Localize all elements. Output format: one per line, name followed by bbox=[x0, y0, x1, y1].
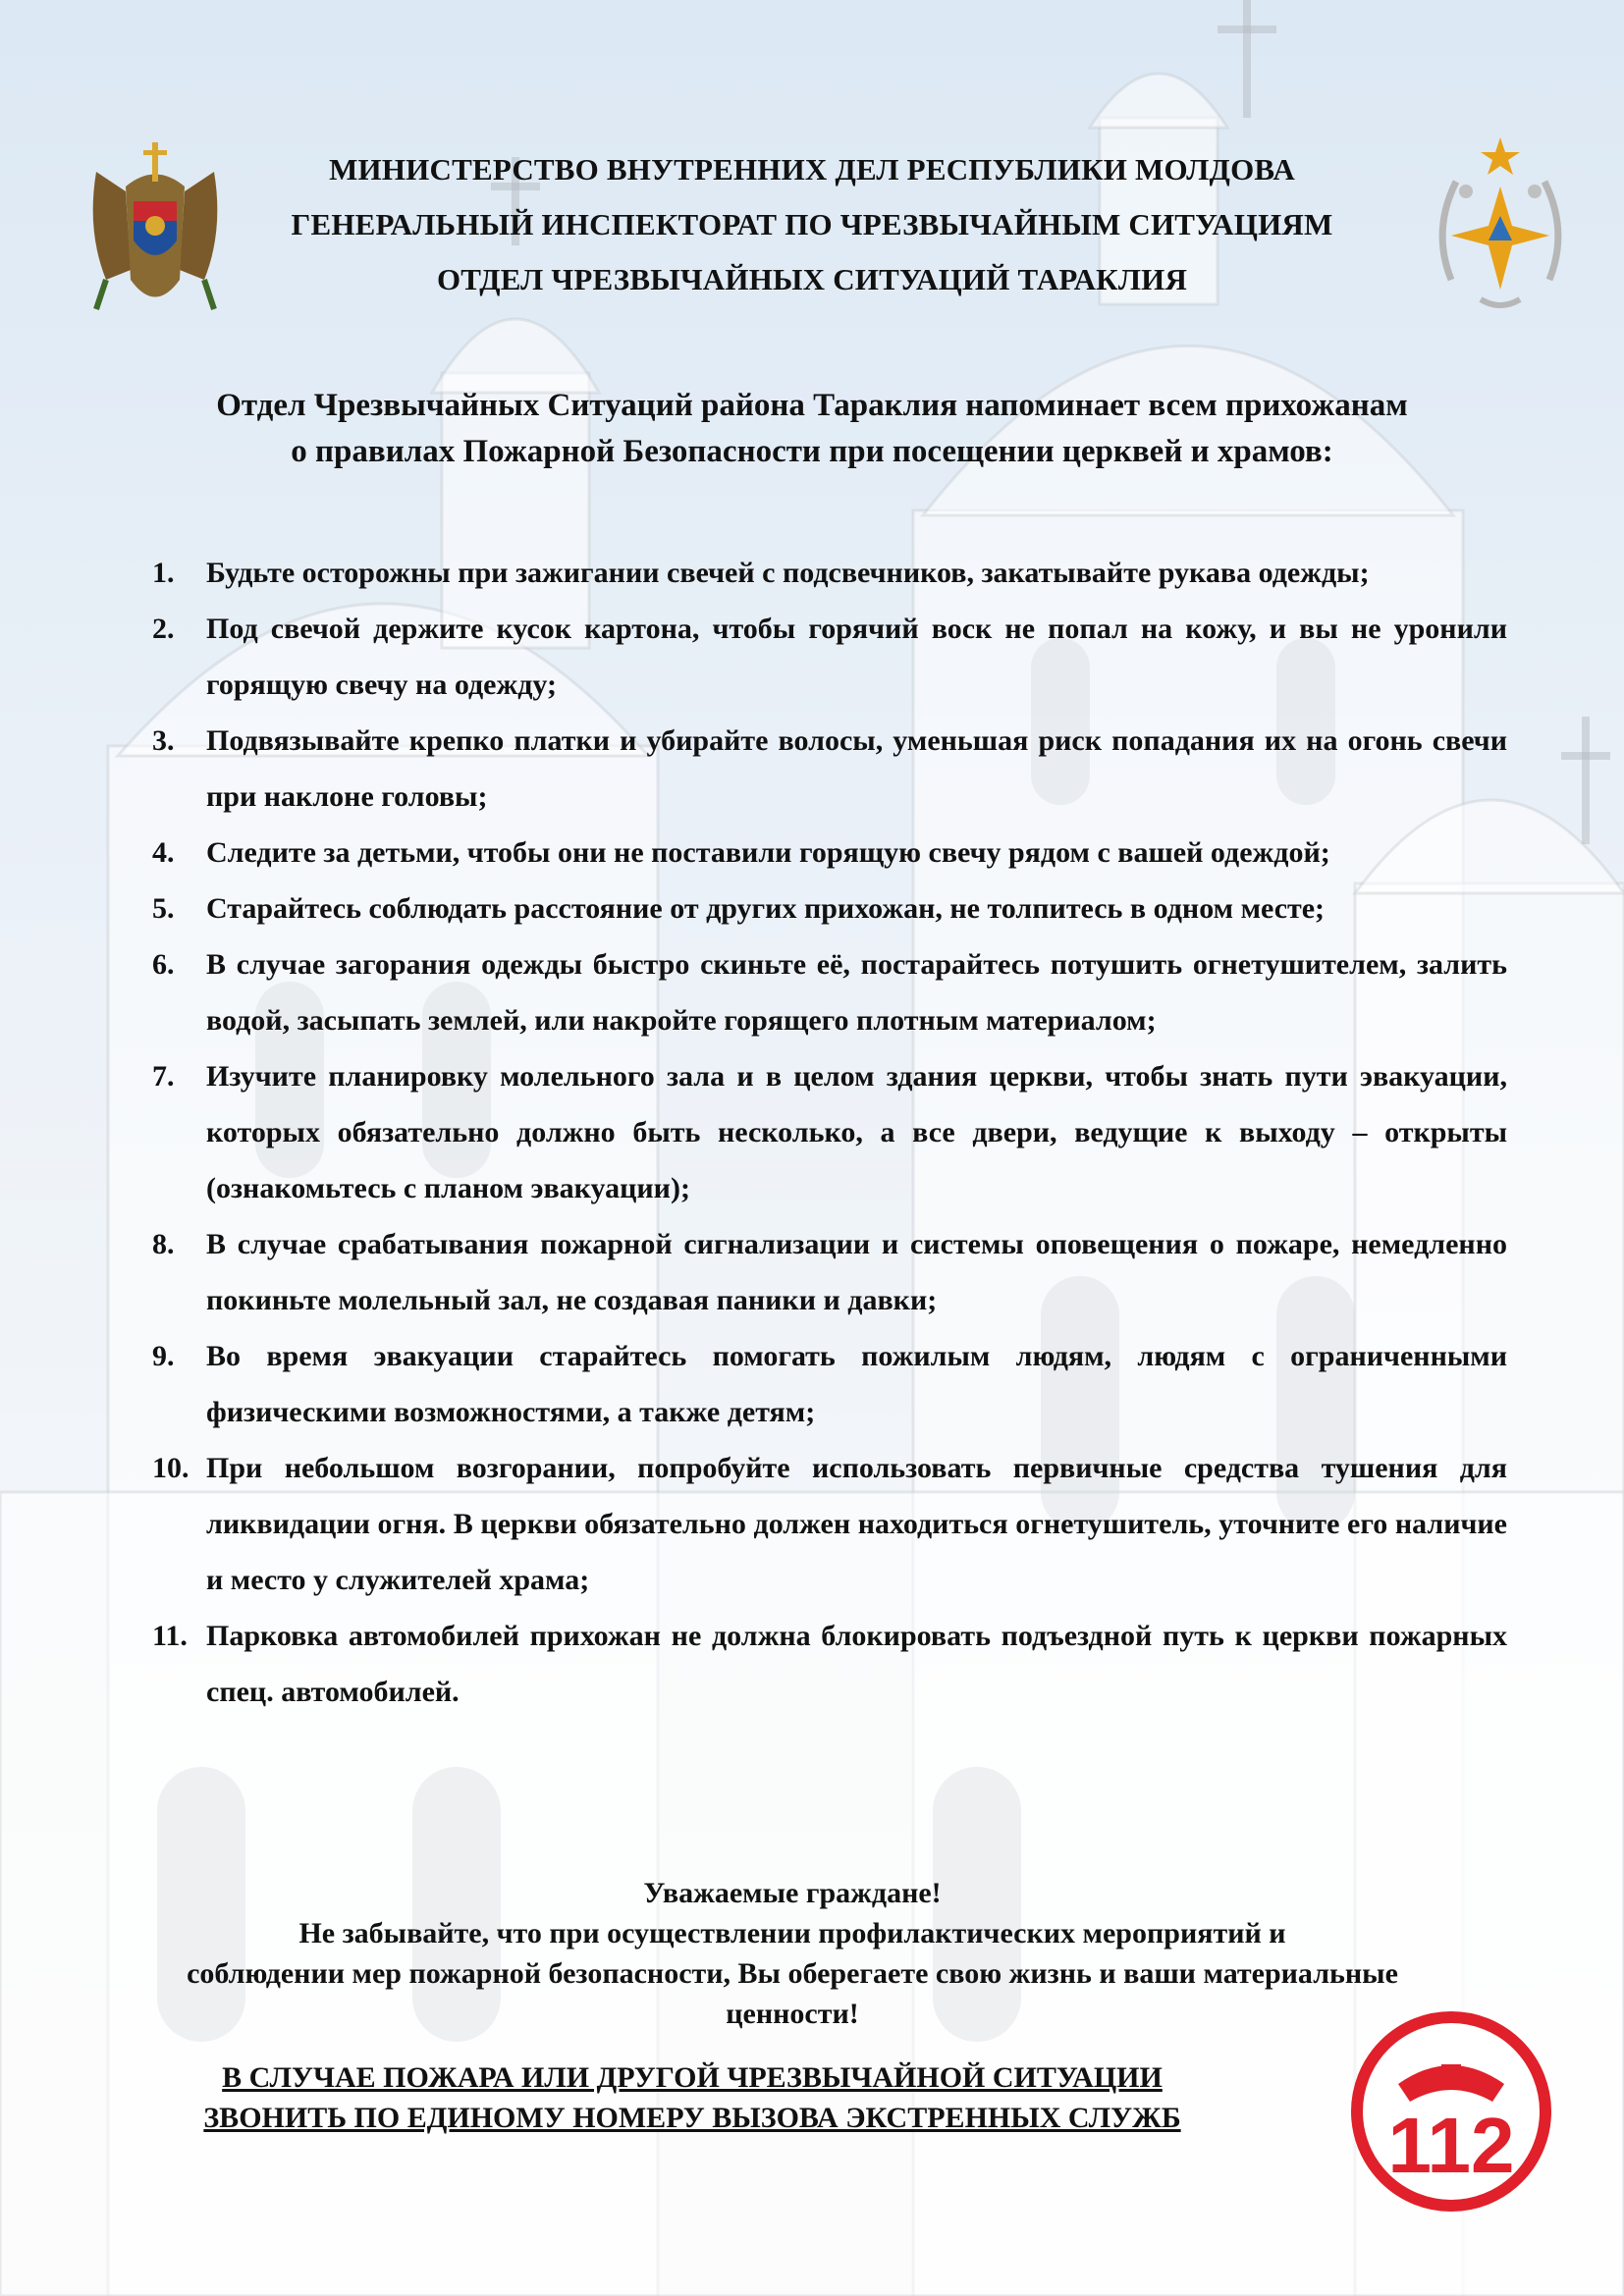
closing-line-1: Не забывайте, что при осуществлении профилактических мероприятий и bbox=[298, 1917, 1286, 1949]
list-item bbox=[152, 1216, 1507, 1328]
list-item bbox=[152, 881, 1507, 936]
list-item-number: 3. bbox=[152, 724, 175, 757]
safety-rules-list bbox=[152, 545, 1507, 1720]
closing-message bbox=[98, 1873, 1487, 2034]
list-item-number: 10. bbox=[152, 1452, 189, 1484]
intro bbox=[118, 383, 1506, 475]
callout-line-1: В СЛУЧАЕ ПОЖАРА ИЛИ ДРУГОЙ ЧРЕЗВЫЧАЙНОЙ СИТУАЦИИ bbox=[222, 2061, 1163, 2094]
list-item bbox=[152, 601, 1507, 713]
list-item-number: 7. bbox=[152, 1060, 175, 1093]
list-item-text: При небольшом возгорании, попробуйте использовать первичные средства тушения для ликвидации огня. В церкви обязательно должен находиться огнетушитель, уточните его наличие и место у служителей храма; bbox=[206, 1452, 1507, 1596]
moldova-coat-of-arms-icon bbox=[77, 133, 234, 324]
badge-number: 112 bbox=[1387, 2102, 1515, 2189]
list-item-text: В случае загорания одежды быстро скиньте её, постарайтесь потушить огнетушителем, залить водой, засыпать землей, или накройте горящего плотным материалом; bbox=[206, 948, 1507, 1037]
emergency-service-emblem-icon bbox=[1422, 133, 1579, 319]
list-item bbox=[152, 1328, 1507, 1440]
list-item-number: 6. bbox=[152, 948, 175, 981]
list-item-text: Под свечой держите кусок картона, чтобы горячий воск не попал на кожу, и вы не уронили горящую свечу на одежду; bbox=[206, 613, 1507, 701]
list-item bbox=[152, 545, 1507, 601]
list-item-number: 11. bbox=[152, 1620, 188, 1652]
list-item bbox=[152, 825, 1507, 881]
list-item-text: Следите за детьми, чтобы они не поставили горящую свечу рядом с вашей одеждой; bbox=[206, 836, 1330, 869]
list-item bbox=[152, 936, 1507, 1048]
list-item bbox=[152, 1048, 1507, 1216]
header-department: ОТДЕЛ ЧРЕЗВЫЧАЙНЫХ СИТУАЦИЙ ТАРАКЛИЯ bbox=[436, 262, 1188, 296]
intro-line-2: о правилах Пожарной Безопасности при посещении церквей и храмов: bbox=[291, 434, 1333, 469]
list-item-text: Парковка автомобилей прихожан не должна блокировать подъездной путь к церкви пожарных спец. автомобилей. bbox=[206, 1620, 1507, 1708]
header bbox=[226, 142, 1398, 307]
list-item-text: Будьте осторожны при зажигании свечей с подсвечников, закатывайте рукава одежды; bbox=[206, 557, 1370, 589]
closing-greeting: Уважаемые граждане! bbox=[643, 1877, 942, 1909]
phone-112-icon bbox=[1347, 2007, 1555, 2216]
list-item bbox=[152, 1608, 1507, 1720]
list-item-number: 4. bbox=[152, 836, 175, 869]
list-item bbox=[152, 713, 1507, 825]
list-item bbox=[152, 1440, 1507, 1608]
intro-line-1: Отдел Чрезвычайных Ситуаций района Тараклия напоминает всем прихожанам bbox=[216, 388, 1408, 423]
list-item-text: Подвязывайте крепко платки и убирайте волосы, уменьшая риск попадания их на огонь свечи при наклоне головы; bbox=[206, 724, 1507, 813]
list-item-text: Во время эвакуации старайтесь помогать пожилым людям, людям с ограниченными физическими возможностями, а также детям; bbox=[206, 1340, 1507, 1428]
header-inspectorate: ГЕНЕРАЛЬНЫЙ ИНСПЕКТОРАТ ПО ЧРЕЗВЫЧАЙНЫМ СИТУАЦИЯМ bbox=[291, 207, 1333, 241]
list-item-number: 9. bbox=[152, 1340, 175, 1372]
closing-line-2: соблюдении мер пожарной безопасности, Вы оберегаете свою жизнь и ваши материальные bbox=[187, 1957, 1398, 1990]
list-item-text: В случае срабатывания пожарной сигнализации и системы оповещения о пожаре, немедленно покиньте молельный зал, не создавая паники и давки; bbox=[206, 1228, 1507, 1316]
emergency-callout bbox=[196, 2057, 1188, 2138]
list-item-text: Старайтесь соблюдать расстояние от других прихожан, не толпитесь в одном месте; bbox=[206, 892, 1326, 925]
callout-line-2: ЗВОНИТЬ ПО ЕДИНОМУ НОМЕРУ ВЫЗОВА ЭКСТРЕННЫХ СЛУЖБ bbox=[203, 2102, 1181, 2134]
list-item-text: Изучите планировку молельного зала и в целом здания церкви, чтобы знать пути эвакуации, которых обязательно должно быть несколько, а все двери, ведущие к выходу – открыты (ознакомьтесь с планом эвакуации); bbox=[206, 1060, 1507, 1204]
closing-line-3: ценности! bbox=[726, 1998, 859, 2030]
list-item-number: 2. bbox=[152, 613, 175, 645]
list-item-number: 8. bbox=[152, 1228, 175, 1260]
header-ministry: МИНИСТЕРСТВО ВНУТРЕННИХ ДЕЛ РЕСПУБЛИКИ МОЛДОВА bbox=[329, 152, 1295, 187]
list-item-number: 1. bbox=[152, 557, 175, 589]
list-item-number: 5. bbox=[152, 892, 175, 925]
